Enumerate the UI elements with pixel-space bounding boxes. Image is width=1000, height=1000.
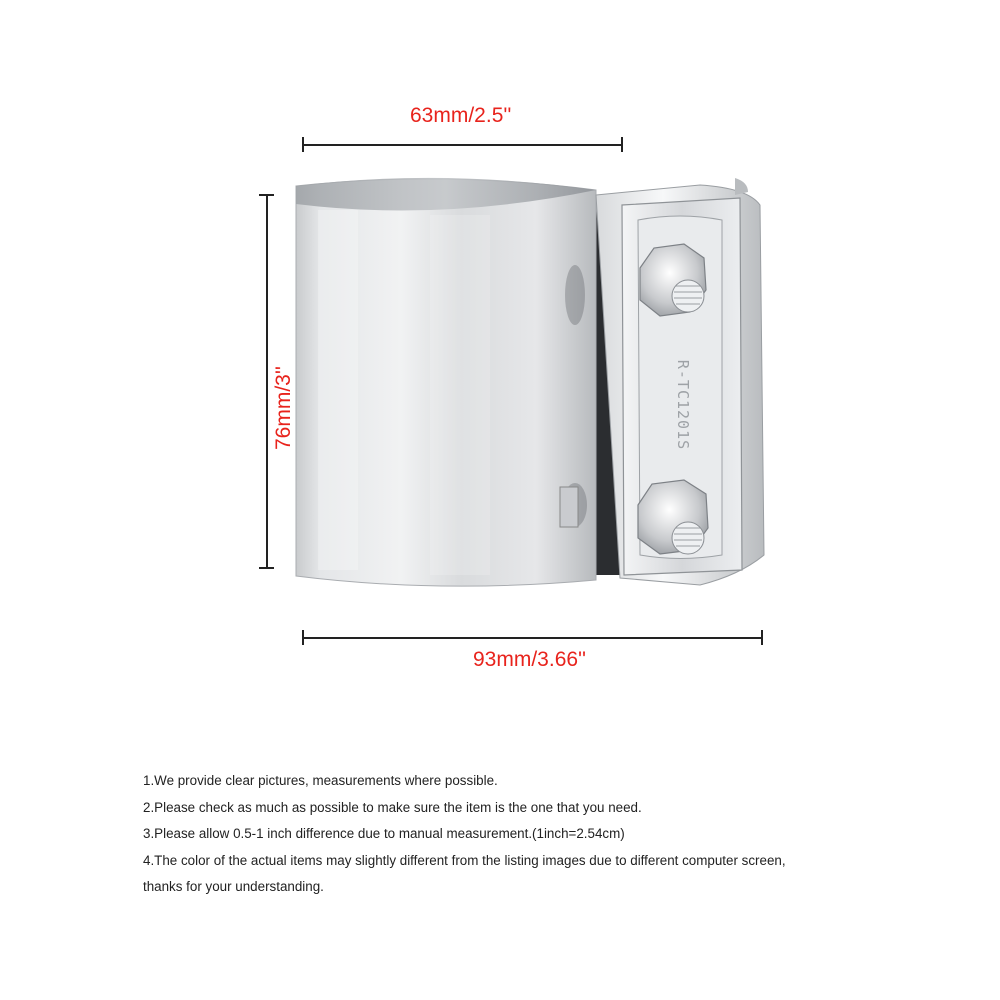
height-dimension-line [266,194,268,568]
note-line-4: 4.The color of the actual items may slightly different from the listing images due to different computer screen, [143,852,786,868]
exhaust-band-clamp-image [270,160,790,600]
total-width-dimension-line [302,637,762,639]
width-dimension-label: 63mm/2.5'' [410,104,512,127]
width-dimension-tick-left [302,137,304,152]
width-dimension-tick-right [621,137,623,152]
listing-notes [143,768,883,901]
note-line-1: 1.We provide clear pictures, measurements where possible. [143,773,498,788]
note-line-5: thanks for your understanding. [143,879,324,894]
height-dimension-label: 76mm/3'' [272,366,295,450]
total-width-dimension-label: 93mm/3.66'' [473,648,587,671]
note-line-3: 3.Please allow 0.5-1 inch difference due to manual measurement.(1inch=2.54cm) [143,826,625,841]
width-dimension-line [302,144,622,146]
note-line-2: 2.Please check as much as possible to make sure the item is the one that you need. [143,799,642,815]
total-width-dimension-tick-right [761,630,763,645]
part-number-marking: R-TC1201S [674,359,692,451]
total-width-dimension-tick-left [302,630,304,645]
